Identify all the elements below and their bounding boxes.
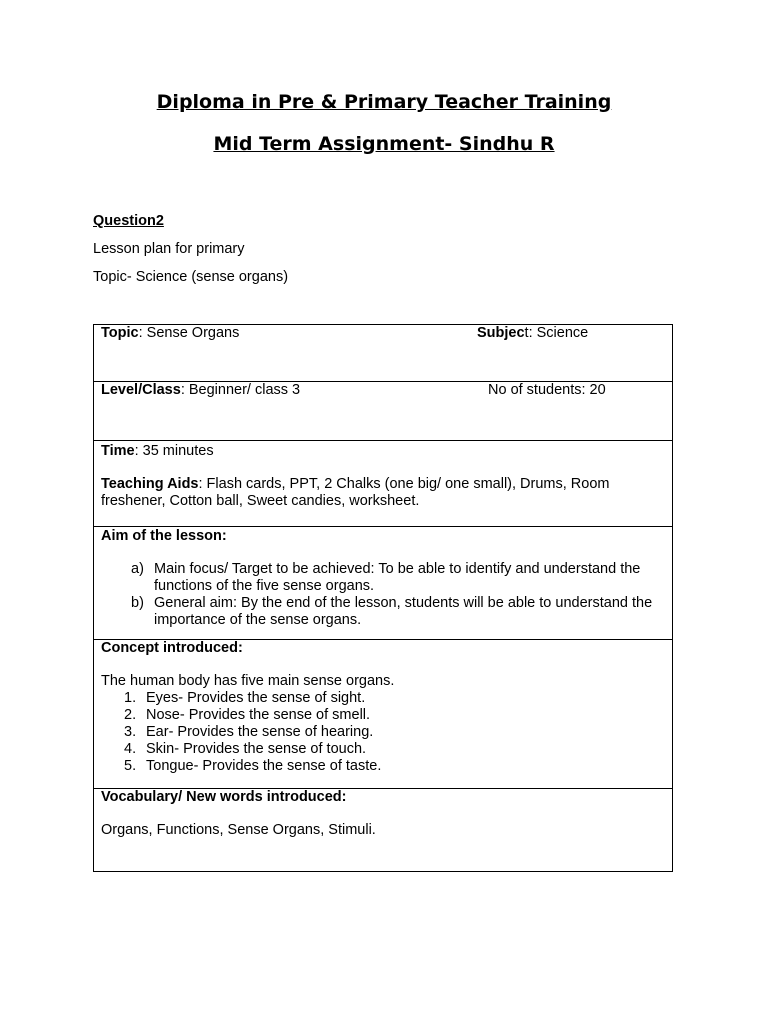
list-item — [101, 595, 665, 629]
topic-line: Topic- Science (sense organs) — [93, 269, 289, 285]
lesson-plan-line: Lesson plan for primary — [93, 241, 245, 257]
time-value: : 35 minutes — [134, 443, 214, 459]
list-marker: b) — [131, 595, 144, 611]
list-text: Eyes- Provides the sense of sight. — [146, 690, 366, 706]
time-label: Time — [101, 443, 135, 459]
level-cell — [101, 382, 300, 399]
document-title: Diploma in Pre & Primary Teacher Training — [156, 91, 612, 113]
subject-value: t: Science — [524, 325, 589, 341]
vocabulary-value: Organs, Functions, Sense Organs, Stimuli. — [101, 822, 376, 838]
list-marker: 2. — [124, 707, 137, 723]
topic-label: Topic — [101, 325, 139, 341]
list-item — [101, 561, 665, 595]
vocabulary-row — [94, 789, 672, 871]
teaching-aids-cell — [101, 460, 665, 510]
list-text: Tongue- Provides the sense of taste. — [146, 758, 382, 774]
aim-list — [101, 561, 665, 629]
list-text: Nose- Provides the sense of smell. — [146, 707, 371, 723]
list-text: General aim: By the end of the lesson, students will be able to understand the importance of the sense organs. — [154, 595, 653, 628]
subject-label: Subjec — [477, 325, 525, 341]
aim-row — [94, 527, 672, 640]
concept-row — [94, 640, 672, 789]
list-text: Main focus/ Target to be achieved: To be able to identify and understand the functions of the five sense organs. — [154, 561, 641, 594]
concept-heading: Concept introduced: — [101, 640, 243, 656]
concept-intro: The human body has five main sense organs. — [101, 673, 395, 689]
teaching-aids-label: Teaching Aids — [101, 476, 199, 492]
list-marker: a) — [131, 561, 144, 577]
organ-list — [101, 690, 665, 775]
list-marker: 5. — [124, 758, 137, 774]
list-item — [101, 690, 665, 707]
time-cell — [101, 441, 665, 460]
list-item — [101, 724, 665, 741]
list-text: Skin- Provides the sense of touch. — [146, 741, 367, 757]
list-marker: 4. — [124, 741, 137, 757]
students-cell: No of students: 20 — [488, 382, 606, 398]
level-row — [94, 382, 672, 441]
list-item — [101, 707, 665, 724]
level-value: : Beginner/ class 3 — [180, 382, 301, 398]
list-marker: 1. — [124, 690, 137, 706]
list-item — [101, 758, 665, 775]
topic-row — [94, 325, 672, 382]
list-marker: 3. — [124, 724, 137, 740]
vocabulary-heading: Vocabulary/ New words introduced: — [101, 789, 347, 805]
teaching-aids-value: : Flash cards, PPT, 2 Chalks (one big/ one small), Drums, Room freshener, Cotton ball, Sweet candies, worksheet. — [101, 476, 610, 509]
list-text: Ear- Provides the sense of hearing. — [146, 724, 374, 740]
topic-value: : Sense Organs — [138, 325, 240, 341]
list-item — [101, 741, 665, 758]
level-label: Level/Class — [101, 382, 181, 398]
aim-heading: Aim of the lesson: — [101, 528, 227, 544]
document-subtitle: Mid Term Assignment- Sindhu R — [213, 133, 555, 155]
topic-cell — [101, 325, 239, 342]
subject-cell — [477, 325, 588, 342]
lesson-plan-table — [93, 324, 673, 872]
question-heading: Question2 — [93, 213, 164, 229]
time-aids-row — [94, 441, 672, 527]
